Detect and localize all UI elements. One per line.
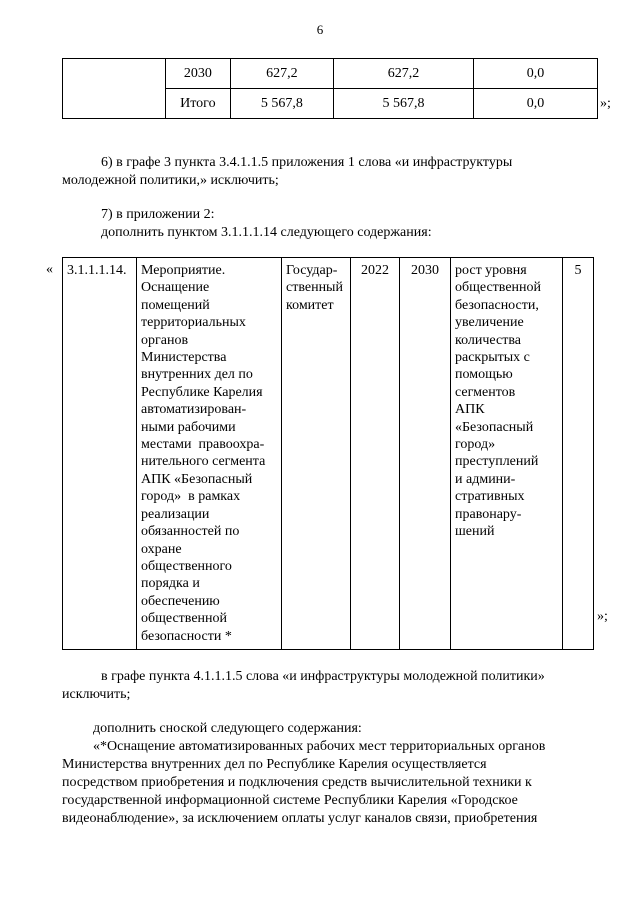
cell-line: увеличение (455, 315, 524, 331)
cell-line: комитет (286, 297, 334, 313)
opening-quote: « (46, 262, 53, 277)
executor-text (286, 262, 346, 314)
cell-line: обязанностей по (141, 524, 240, 540)
end-year-cell: 2030 (400, 258, 451, 650)
paragraph-6 (62, 154, 598, 190)
text-line: дополнить сноской следующего содержания: (93, 721, 362, 736)
cell-line: АПК (455, 402, 485, 418)
amount-cell: 627,2 (230, 59, 333, 89)
table-row (63, 59, 598, 89)
cell-line: общественной (455, 280, 542, 296)
amount-cell: 627,2 (334, 59, 474, 89)
result-cell (451, 258, 563, 650)
cell-line: Оснащение (141, 280, 210, 296)
cell-line: ными рабочими (141, 419, 236, 435)
text-line: «*Оснащение автоматизированных рабочих мест территориальных органов (93, 739, 546, 754)
cell-line: Министерства (141, 350, 227, 366)
cell-line: нительного сегмента (141, 454, 266, 470)
text-line: видеонаблюдение», за исключением оплаты услуг каналов связи, приобретения (62, 811, 538, 826)
cell-line: помощью (455, 367, 513, 383)
cell-line: раскрытых с (455, 350, 530, 366)
amount-cell: 0,0 (473, 59, 597, 89)
cell-line: безопасности, (455, 297, 539, 313)
measures-table (62, 257, 594, 650)
text-line: исключить; (62, 687, 131, 702)
amount-cell: 5 567,8 (230, 89, 333, 119)
text-line: молодежной политики,» исключить; (62, 173, 279, 188)
funding-table (62, 58, 598, 119)
text-line: посредством приобретения и подключения средств вычислительной техники к (62, 775, 532, 790)
cell-line: Государ- (286, 263, 338, 278)
paragraph-8 (62, 668, 598, 704)
cell-line: автоматизирован- (141, 402, 247, 418)
cell-line: сегментов (455, 384, 516, 400)
cell-line: Республике Карелия (141, 384, 263, 400)
cell-line: правонару- (455, 506, 522, 522)
year-cell: Итого (166, 89, 231, 119)
table-row (63, 258, 594, 650)
cell-line: местами правоохра- (141, 437, 265, 453)
empty-cell (63, 59, 166, 119)
cell-line: АПК «Безопасный (141, 471, 253, 487)
cell-line: «Безопасный (455, 419, 534, 435)
cell-line: органов (141, 332, 189, 348)
cell-line: порядка и (141, 576, 200, 592)
event-cell (137, 258, 282, 650)
cell-line: внутренних дел по (141, 367, 253, 383)
cell-line: реализации (141, 506, 210, 522)
text-line: Министерства внутренних дел по Республике Карелия осуществляется (62, 757, 487, 772)
text-line: 6) в графе 3 пункта 3.4.1.1.5 приложения 1 слова «и инфраструктуры (101, 155, 513, 170)
cell-line: шений (455, 524, 495, 540)
cell-line: общественной (141, 611, 228, 627)
cell-line: безопасности * (141, 628, 232, 644)
paragraph-9 (62, 720, 598, 828)
closing-quote: »; (597, 609, 608, 624)
cell-line: охране (141, 541, 182, 557)
amount-cell: 0,0 (473, 89, 597, 119)
cell-line: помещений (141, 297, 210, 313)
paragraph-7 (62, 206, 598, 242)
cell-line: рост уровня (455, 263, 527, 278)
text-line: 7) в приложении 2: (101, 207, 215, 222)
cell-line: общественного (141, 558, 232, 574)
cell-line: количества (455, 332, 521, 348)
cell-line: стративных (455, 489, 525, 505)
text-line: государственной информационной системе Республики Карелия «Городское (62, 793, 518, 808)
closing-quote: »; (600, 96, 611, 111)
cell-line: ственный (286, 280, 343, 296)
code-cell: 3.1.1.1.14. (63, 258, 137, 650)
result-text (455, 262, 558, 541)
cell-line: преступлений (455, 454, 539, 470)
amount-cell: 5 567,8 (334, 89, 474, 119)
cell-line: Мероприятие. (141, 263, 226, 278)
executor-cell (282, 258, 351, 650)
page-number: 6 (316, 22, 324, 37)
cell-line: город» в рамках (141, 489, 241, 505)
cell-line: город» (455, 437, 496, 453)
text-line: дополнить пунктом 3.1.1.1.14 следующего содержания: (101, 225, 432, 240)
event-text (141, 262, 277, 645)
cell-line: обеспечению (141, 593, 220, 609)
cell-line: и админи- (455, 471, 516, 487)
cell-line: территориальных (141, 315, 246, 331)
value-cell: 5 (563, 258, 594, 650)
year-cell: 2030 (166, 59, 231, 89)
start-year-cell: 2022 (351, 258, 400, 650)
text-line: в графе пункта 4.1.1.1.5 слова «и инфраструктуры молодежной политики» (101, 669, 545, 684)
